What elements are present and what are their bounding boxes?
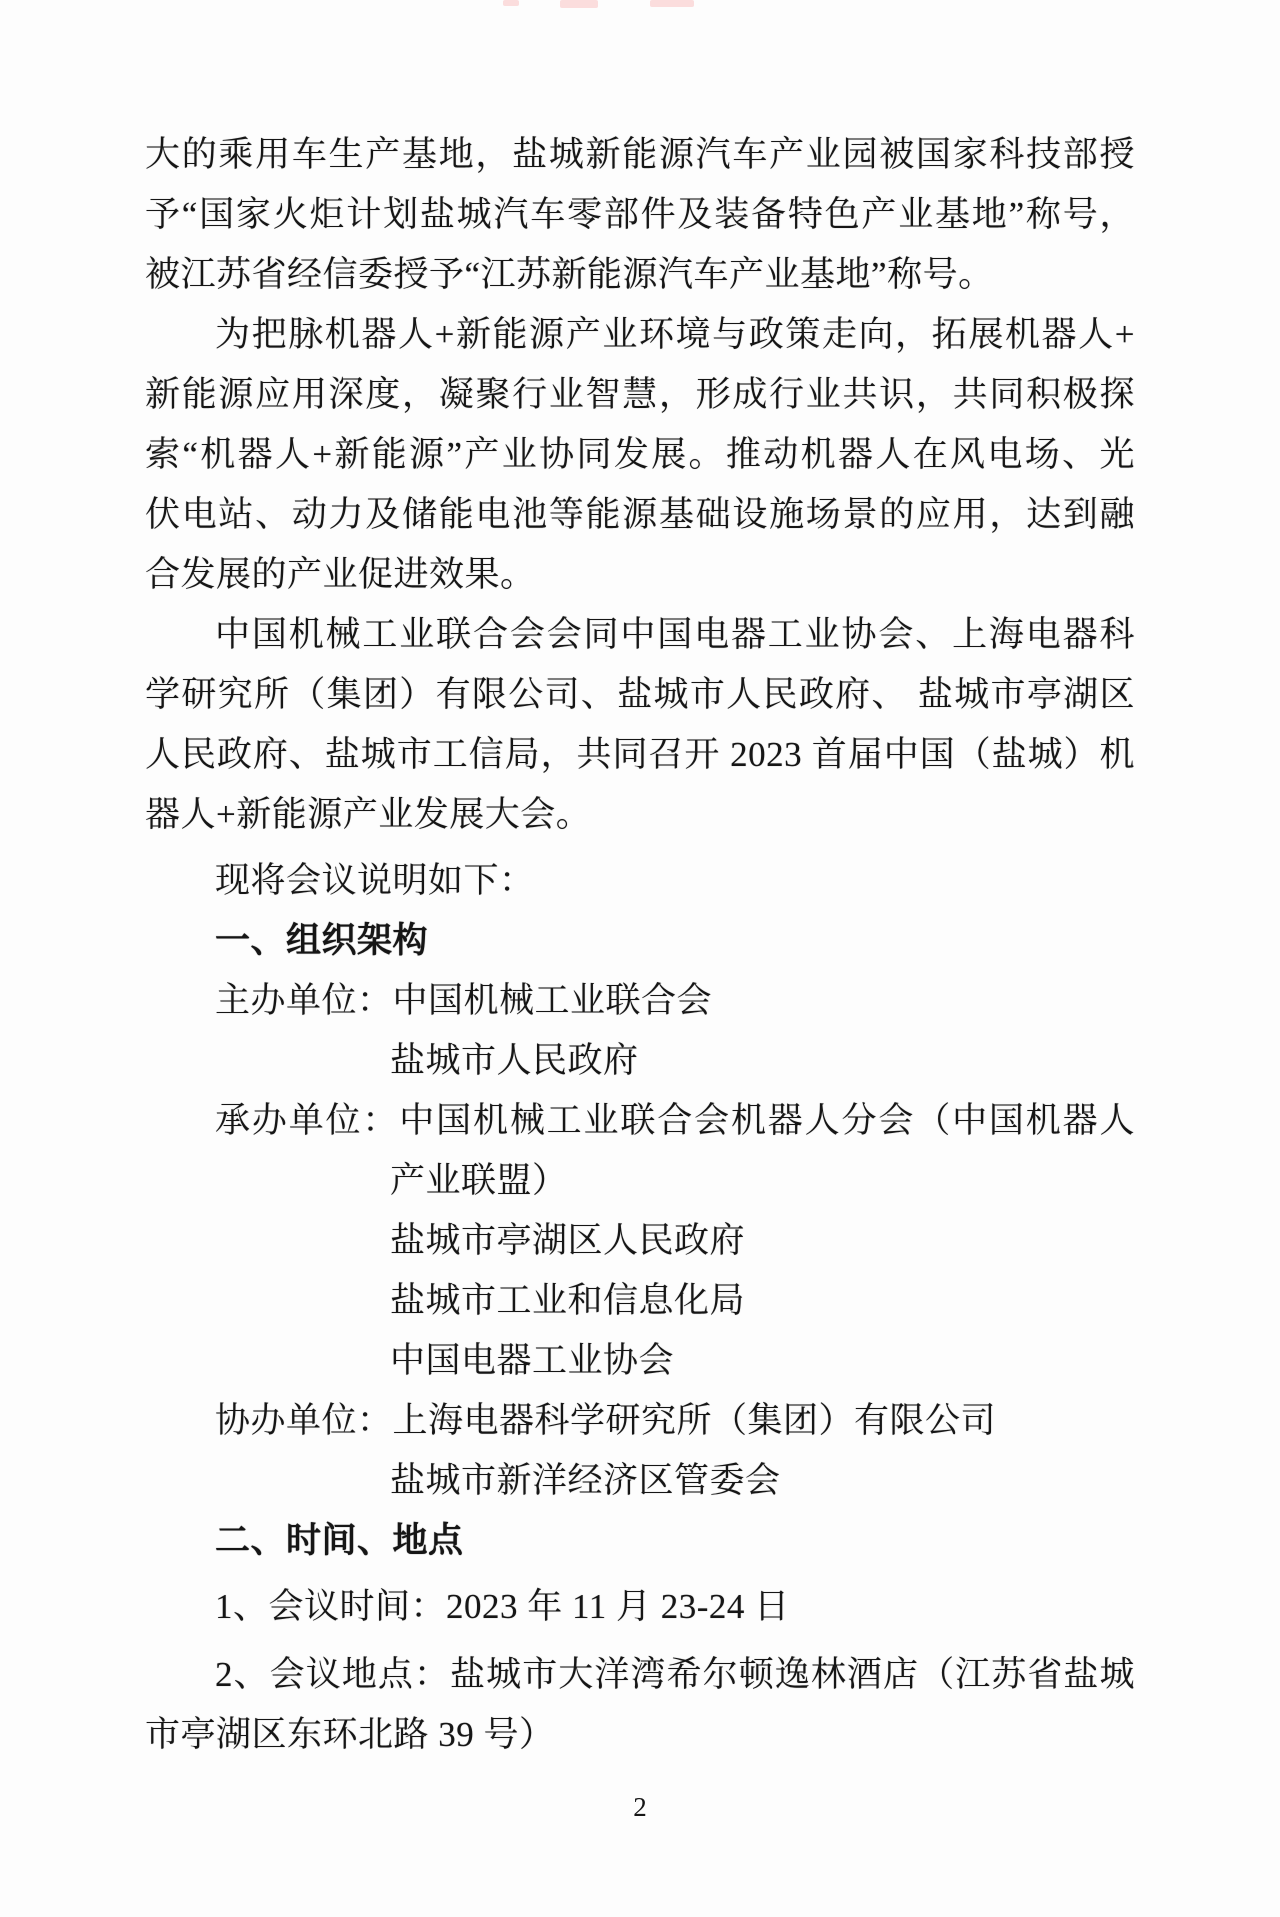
document-line: 器人+新能源产业发展大会。 [145,795,592,834]
organizer-unit-line: 承办单位：中国机械工业联合会机器人分会（中国机器人 [215,1101,1135,1140]
scan-artifact [560,0,598,8]
co-organizer-unit-line: 协办单位：上海电器科学研究所（集团）有限公司 [215,1401,997,1440]
document-line: 中国机械工业联合会会同中国电器工业协会、上海电器科 [215,615,1135,654]
document-line: 予“国家火炬计划盐城汽车零部件及装备特色产业基地”称号， [145,195,1135,234]
document-line: 索“机器人+新能源”产业协同发展。推动机器人在风电场、光 [145,435,1135,474]
meeting-time-line: 1、会议时间：2023 年 11 月 23-24 日 [215,1587,790,1626]
meeting-location-line: 市亭湖区东环北路 39 号） [145,1715,555,1754]
organizer-unit-line: 中国电器工业协会 [390,1341,675,1380]
document-line: 被江苏省经信委授予“江苏新能源汽车产业基地”称号。 [145,255,994,294]
organizer-unit-line: 产业联盟） [390,1161,568,1200]
host-unit-line: 盐城市人民政府 [390,1041,639,1080]
document-line: 人民政府、盐城市工信局，共同召开 2023 首届中国（盐城）机 [145,735,1135,774]
document-line: 伏电站、动力及储能电池等能源基础设施场景的应用，达到融 [145,495,1135,534]
meeting-location-line: 2、会议地点：盐城市大洋湾希尔顿逸林酒店（江苏省盐城 [215,1655,1135,1694]
scan-artifact [650,0,694,7]
meeting-notes-intro: 现将会议说明如下： [215,861,535,900]
document-line: 合发展的产业促进效果。 [145,555,536,594]
document-line: 为把脉机器人+新能源产业环境与政策走向，拓展机器人+ [215,315,1135,354]
scan-artifact [503,0,519,6]
page-number: 2 [633,1792,647,1822]
heading-time-location: 二、时间、地点 [215,1521,464,1560]
heading-organization-structure: 一、组织架构 [215,921,429,960]
organizer-unit-line: 盐城市亭湖区人民政府 [390,1221,746,1260]
document-line: 学研究所（集团）有限公司、盐城市人民政府、 盐城市亭湖区 [145,675,1135,714]
organizer-unit-line: 盐城市工业和信息化局 [390,1281,746,1320]
co-organizer-unit-line: 盐城市新洋经济区管委会 [390,1461,781,1500]
document-line: 大的乘用车生产基地，盐城新能源汽车产业园被国家科技部授 [145,135,1135,174]
document-line: 新能源应用深度，凝聚行业智慧，形成行业共识，共同积极探 [145,375,1135,414]
host-unit-line: 主办单位：中国机械工业联合会 [215,981,713,1020]
